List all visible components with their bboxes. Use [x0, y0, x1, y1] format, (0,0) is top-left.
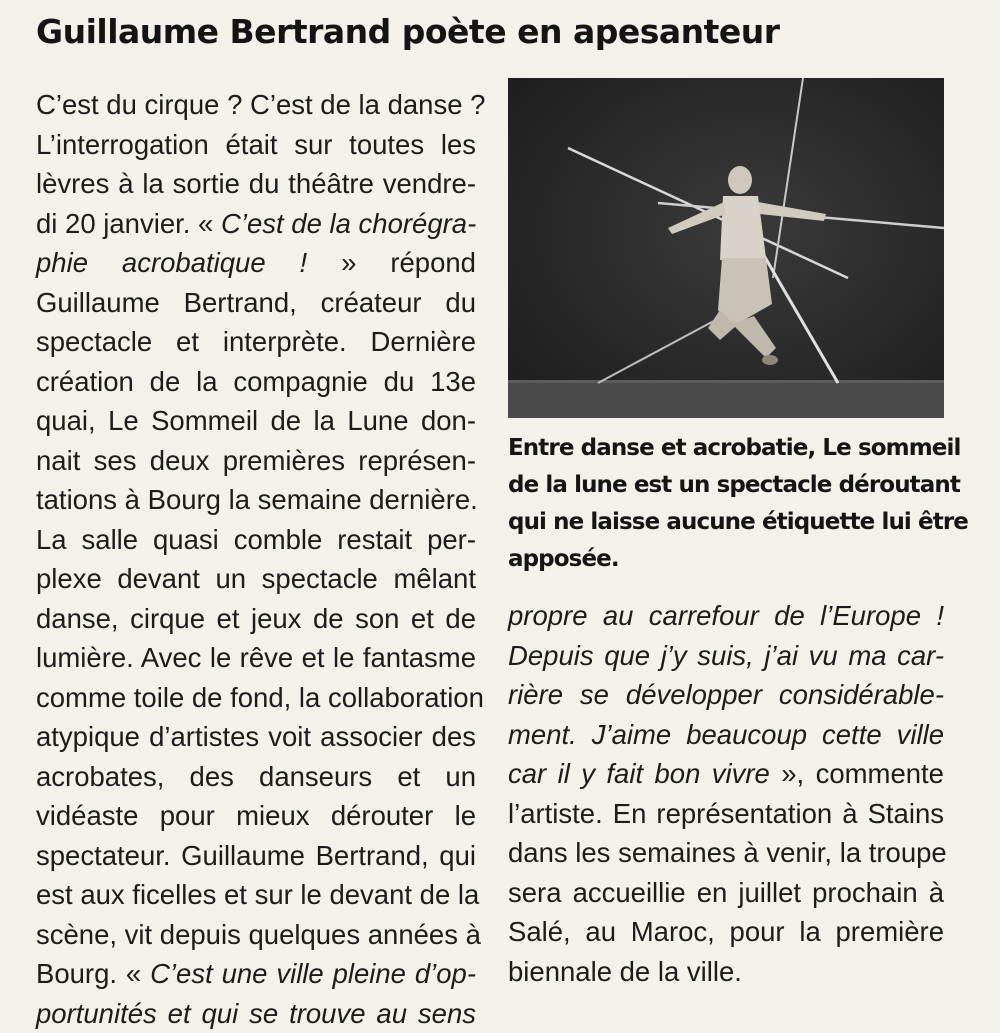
text-line: C’est du cirque ? C’est de la danse ? [36, 85, 476, 125]
text-line [508, 675, 944, 715]
quote-segment: Depuis que j’y suis, j’ai vu ma car- [508, 640, 944, 671]
quote-segment: ment. J’aime beaucoup cette ville [508, 719, 944, 750]
text-line: La salle quasi comble restait per- [36, 520, 476, 560]
text-line: tations à Bourg la semaine dernière. [36, 480, 476, 520]
text-line: sera accueillie en juillet prochain à [508, 873, 944, 913]
quote-segment: car il y fait bon vivre [508, 758, 770, 789]
article-body-left-column [36, 85, 476, 1033]
text-line: plexe devant un spectacle mêlant [36, 559, 476, 599]
quote-segment: C’est de la chorégra- [221, 208, 476, 239]
text-line [36, 954, 476, 994]
text-line [508, 636, 944, 676]
text-line: l’artiste. En représentation à Stains [508, 794, 944, 834]
text-line: danse, cirque et jeux de son et de [36, 599, 476, 639]
text-segment: », commente [770, 758, 944, 789]
text-line: lèvres à la sortie du théâtre vendre- [36, 164, 476, 204]
text-line: Salé, au Maroc, pour la première [508, 912, 944, 952]
text-line: dans les semaines à venir, la troupe [508, 833, 944, 873]
text-line: biennale de la ville. [508, 952, 944, 992]
text-segment: di 20 janvier. « [36, 208, 221, 239]
text-line: comme toile de fond, la collaboration [36, 678, 476, 718]
quote-segment: portunités et qui se trouve au sens [36, 998, 476, 1029]
text-line: lumière. Avec le rêve et le fantasme [36, 638, 476, 678]
text-segment: Bourg. « [36, 958, 150, 989]
text-line: nait ses deux premières représen- [36, 441, 476, 481]
text-line [508, 715, 944, 755]
text-line: quai, Le Sommeil de la Lune don- [36, 401, 476, 441]
article-photo [508, 78, 944, 418]
text-line: Guillaume Bertrand, créateur du [36, 283, 476, 323]
quote-segment: C’est une ville pleine d’op- [150, 958, 476, 989]
text-line: scène, vit depuis quelques années à [36, 915, 476, 955]
caption-line: de la lune est un spectacle déroutant [508, 467, 944, 504]
text-line [36, 243, 476, 283]
text-line [508, 596, 944, 636]
quote-segment: phie acrobatique ! [36, 247, 307, 278]
text-line: spectateur. Guillaume Bertrand, qui [36, 836, 476, 876]
text-line [36, 994, 476, 1033]
acrobat-photo-illustration [508, 78, 944, 418]
caption-line: qui ne laisse aucune étiquette lui être [508, 504, 944, 541]
text-line: atypique d’artistes voit associer des [36, 717, 476, 757]
text-line: acrobates, des danseurs et un [36, 757, 476, 797]
caption-line: apposée. [508, 541, 944, 578]
text-line: est aux ficelles et sur le devant de la [36, 875, 476, 915]
text-line [508, 754, 944, 794]
text-segment: » répond [307, 247, 476, 278]
text-line: L’interrogation était sur toutes les [36, 125, 476, 165]
text-line [36, 204, 476, 244]
caption-line: Entre danse et acrobatie, Le sommeil [508, 430, 944, 467]
text-line: vidéaste pour mieux dérouter le [36, 796, 476, 836]
text-line: création de la compagnie du 13e [36, 362, 476, 402]
text-line: spectacle et interprète. Dernière [36, 322, 476, 362]
quote-segment: rière se développer considérable- [508, 679, 944, 710]
article-headline: Guillaume Bertrand poète en apesanteur [36, 12, 780, 51]
photo-caption [508, 430, 944, 578]
article-body-right-column [508, 596, 944, 991]
quote-segment: propre au carrefour de l’Europe ! [508, 600, 944, 631]
